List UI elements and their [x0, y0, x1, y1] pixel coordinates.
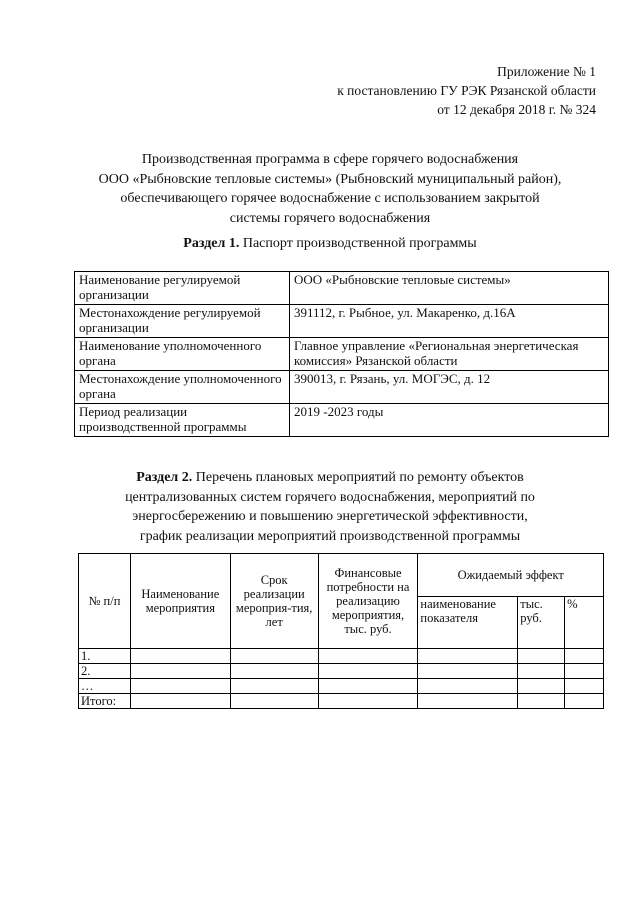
row-number: 1.: [79, 649, 131, 664]
passport-table: [74, 271, 609, 437]
program-title-line: системы горячего водоснабжения: [229, 210, 431, 226]
passport-value: 2019 -2023 годы: [290, 404, 609, 437]
passport-value: ООО «Рыбновские тепловые системы»: [290, 272, 609, 305]
passport-label: Местонахождение регулируемой организации: [75, 305, 290, 338]
passport-label: Наименование регулируемой организации: [75, 272, 290, 305]
table-row: [79, 694, 604, 709]
header-finance: Финансовые потребности на реализацию мероприятия, тыс. руб.: [318, 554, 418, 649]
program-title-line: обеспечивающего горячее водоснабжение с использованием закрытой: [120, 191, 540, 206]
table-row: [75, 371, 609, 404]
section2-heading-line: график реализации мероприятий производственной программы: [139, 528, 521, 544]
appendix-number: Приложение № 1: [497, 64, 596, 79]
section1-label: Раздел 1.: [183, 236, 240, 251]
passport-value: 390013, г. Рязань, ул. МОГЭС, д. 12: [290, 371, 609, 404]
passport-label: Период реализации производственной программы: [75, 404, 290, 437]
passport-label: Наименование уполномоченного органа: [75, 338, 290, 371]
table-row: [75, 404, 609, 437]
table-row: [75, 305, 609, 338]
header-term: Срок реализации мероприя-тия, лет: [230, 554, 318, 649]
program-title-line: ООО «Рыбновские тепловые системы» (Рыбновский муниципальный район),: [98, 171, 562, 187]
table-row: [75, 338, 609, 371]
program-title: [70, 150, 590, 228]
appendix-resolution: к постановлению ГУ РЭК Рязанской области: [337, 83, 596, 98]
appendix-reference: [337, 62, 596, 119]
measures-table: [78, 553, 604, 709]
row-number: …: [79, 679, 131, 694]
passport-value: 391112, г. Рыбное, ул. Макаренко, д.16А: [290, 305, 609, 338]
section2-label: Раздел 2.: [136, 470, 193, 485]
table-row: [75, 272, 609, 305]
section1-heading: [70, 236, 590, 252]
table-row: [79, 679, 604, 694]
passport-label: Местонахождение уполномоченного органа: [75, 371, 290, 404]
section1-title: Паспорт производственной программы: [242, 236, 477, 251]
header-num: № п/п: [79, 554, 131, 649]
header-effect: Ожидаемый эффект: [418, 554, 604, 597]
header-percent: %: [565, 597, 604, 649]
section2-heading-line: энергосбережению и повышению энергетической эффективности,: [132, 509, 528, 524]
header-thousand-rub: тыс. руб.: [518, 597, 565, 649]
row-total: Итого:: [79, 694, 131, 709]
row-number: 2.: [79, 664, 131, 679]
header-row: [79, 554, 604, 597]
passport-value: Главное управление «Региональная энергетическая комиссия» Рязанской области: [290, 338, 609, 371]
section2-title: Перечень плановых мероприятий по ремонту объектов: [195, 470, 524, 485]
section2-heading-line: централизованных систем горячего водоснабжения, мероприятий по: [125, 489, 535, 505]
section2-heading: [70, 468, 590, 546]
section2-heading-line: [70, 468, 590, 488]
header-indicator: наименование показателя: [418, 597, 518, 649]
program-title-line: Производственная программа в сфере горячего водоснабжения: [141, 152, 519, 167]
table-row: [79, 649, 604, 664]
header-name: Наименование мероприятия: [130, 554, 230, 649]
appendix-date: от 12 декабря 2018 г. № 324: [437, 102, 596, 117]
table-row: [79, 664, 604, 679]
